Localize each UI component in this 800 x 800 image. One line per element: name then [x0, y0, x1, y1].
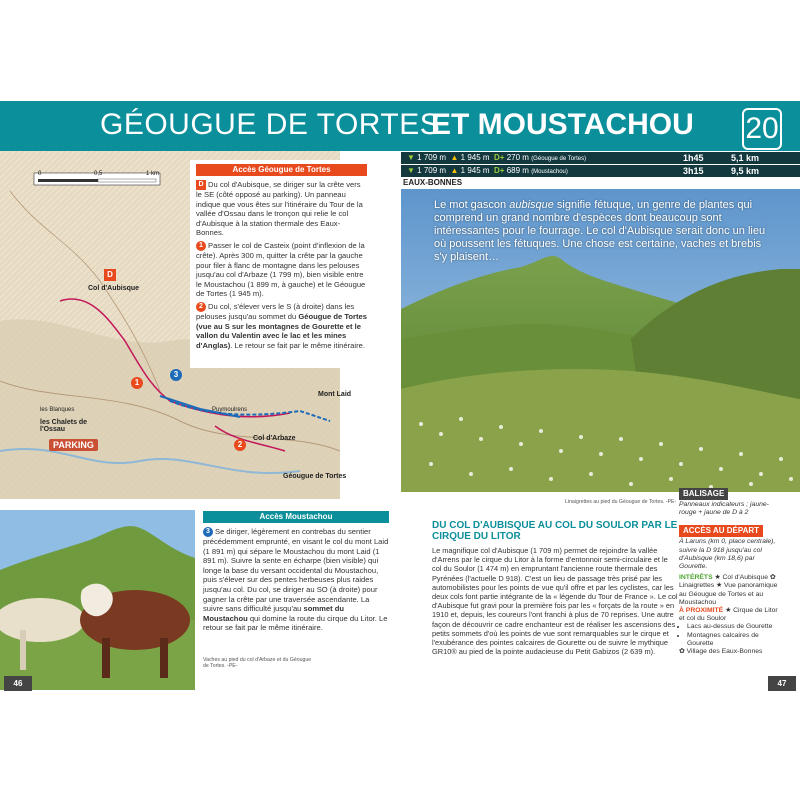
step-d-marker: D: [196, 180, 206, 190]
step-1-text: Passer le col de Casteix (point d'inflexion de la crête). Après 300 m, quitter la crête par la gauche pour filer à flanc de montagne dans les pelouses jusqu'au col d'Arbaze (1 799 m), bien visible entre le Moustachou (1 899 m, à gauche) et le Géougue de Tortes (1 945 m).: [196, 240, 366, 299]
stat-row-geougue-data: [407, 152, 586, 165]
stat-alt-high: 1 945 m: [460, 153, 490, 162]
star-icon: ★: [725, 607, 732, 615]
stat-alt-high: 1 945 m: [460, 166, 490, 175]
stat-note: (Moustachou): [531, 169, 568, 175]
step-3-end: qui domine la route du cirque du Litor. Le retour se fait par le même itinéraire.: [203, 613, 388, 633]
step-2-text: Du col, s'élever vers le S (à droite) dans les pelouses jusqu'au sommet du: [196, 301, 355, 321]
page-title-left: GÉOUGUE DE TORTES: [100, 108, 441, 141]
proximite-item: • Lacs au-dessus de Gourette: [687, 623, 781, 631]
location-label: EAUX-BONNES: [403, 178, 463, 187]
map-label-col-aubisque: Col d'Aubisque: [88, 285, 140, 292]
stat-alt-low: 1 709 m: [417, 153, 447, 162]
map-step-2: 2: [234, 439, 246, 451]
main-photo-caption: Linaigrettes au pied du Géougue de Tortes. -PE-: [565, 499, 677, 505]
page-number-left: 46: [4, 676, 32, 691]
step-2-marker: 2: [196, 302, 206, 312]
step-1: [196, 241, 367, 299]
stat-row-moustachou-data: [407, 165, 568, 178]
lead-paragraph: [434, 199, 774, 264]
flower-icon: ✿: [679, 648, 685, 656]
step-2-bold: Géougue de Tortes (vue au S sur les montagnes de Gourette et le vallon du Valentin avec le lac et les mines d'Anglas): [196, 311, 367, 350]
balisage-text-italic: Panneaux indicateurs ; jaune-rouge + jaune de D à 2: [679, 501, 769, 517]
interets-block: [679, 574, 781, 607]
star-icon: ★: [716, 582, 723, 590]
interets-text1: Col d'Aubisque: [722, 574, 769, 582]
map-label-mont-laid: Mont Laid: [318, 391, 352, 398]
step-2-end: . Le retour se fait par le même itinéraire.: [230, 340, 365, 350]
stat-time: 1h45: [683, 153, 704, 163]
map-step-1: 1: [131, 377, 143, 389]
map-step-3: 3: [170, 369, 182, 381]
stat-dplus: 270 m: [506, 153, 529, 162]
map-scale-mid: 0,5: [94, 171, 103, 177]
acces-moustachou-header: Accès Moustachou: [203, 511, 389, 523]
interets-text3: Vue panoramique au Géougue de Tortes et au Moustachou: [679, 582, 778, 606]
map-label-chalets: les Chalets de l'Ossau: [40, 419, 88, 433]
step-3-marker: 3: [203, 527, 213, 537]
route-stats: [401, 152, 800, 176]
stat-dplus-label: D+: [494, 166, 505, 175]
route-number: 20: [742, 108, 782, 150]
stat-row-geougue: [401, 152, 800, 164]
map-label-col-arbaze: Col d'Arbaze: [253, 435, 296, 442]
step-2: [196, 302, 367, 350]
balisage-text: [679, 501, 781, 517]
ascent-icon: ▲: [450, 166, 459, 175]
cows-image: [0, 510, 195, 690]
proximite-end: Village des Eaux-Bonnes: [686, 648, 763, 656]
acces-geougue-box: [190, 160, 373, 368]
step-3-bold: sommet du Moustachou: [203, 604, 345, 623]
proximite-label: À PROXIMITÉ: [679, 607, 724, 615]
ascent-icon: ▲: [450, 153, 459, 162]
interets-label: INTÉRÊTS: [679, 574, 713, 582]
map-scale-label: 1 km: [146, 171, 160, 177]
lead-part2: signifie fétuque, un genre de plantes qui comprend un grand nombre d'espèces dont beaucoup sont intéressantes pour le fourrage. Le col d'Aubisque serait donc un lieu où poussent les fétuques. Une chose est certaine, vaches et brebis s'y plaisent…: [434, 199, 766, 263]
proximite-item: • Montagnes calcaires de Gourette: [687, 632, 781, 648]
proximite-text1: Cirque de Litor et col du Soulor: [679, 607, 778, 623]
acces-geougue-header: Accès Géougue de Tortes: [196, 164, 367, 176]
stat-dplus: 689 m: [506, 166, 529, 175]
stat-note: (Géougue de Tortes): [531, 156, 587, 162]
map-label-geougue: Géougue de Tortes: [283, 473, 347, 480]
cows-caption: Vaches au pied du col d'Arbaze et du Géougue de Tortes. -PE-: [203, 657, 312, 669]
acces-depart-text-italic: À Laruns (km 0, place centrale), suivre la D 918 jusqu'au col d'Aubisque (km 18,6) par Gourette.: [679, 538, 776, 571]
descent-icon: ▼: [407, 153, 415, 162]
step-d: [196, 180, 367, 238]
flower-icon: ✿: [769, 574, 776, 582]
lead-italic: aubisque: [509, 199, 554, 211]
page-title-right: ET MOUSTACHOU: [431, 108, 694, 141]
proximite-block: [679, 607, 781, 623]
cows-photo: [0, 510, 195, 690]
step-d-text: Du col d'Aubisque, se diriger sur la crête vers le SE (côté opposé au parking). Un panneau indique que vous êtes sur l'itinéraire du Tour de la vallée d'Ossau dans le tronçon qui relie le col d'Aubisque à la station thermale des Eaux-Bonnes.: [196, 180, 363, 238]
stat-alt-low: 1 709 m: [417, 166, 447, 175]
page-number-right: 47: [768, 676, 796, 691]
map-label-blanques: les Blanques: [40, 407, 75, 413]
acces-depart-label: ACCÈS AU DÉPART: [679, 525, 763, 537]
descent-icon: ▼: [407, 166, 415, 175]
map-label-puymoulrens: Puymoulrens: [212, 407, 248, 413]
lead-part1: Le mot gascon: [434, 199, 510, 211]
map-scale-zero: 0: [38, 171, 42, 177]
map-parking-label: PARKING: [49, 439, 98, 451]
star-icon: ★: [714, 574, 721, 582]
proximite-end-block: [679, 648, 781, 656]
stat-dist: 5,1 km: [731, 153, 760, 163]
acces-depart-text: [679, 538, 781, 571]
section-title: DU COL D'AUBISQUE AU COL DU SOULOR PAR LE CIRQUE DU LITOR: [432, 520, 678, 542]
stat-dplus-label: D+: [494, 153, 505, 162]
stat-row-moustachou: [401, 165, 800, 177]
balisage-label: BALISAGE: [679, 488, 728, 500]
stat-time: 3h15: [683, 166, 704, 176]
step-3-text: Se diriger, légèrement en contrebas du sentier précédemment emprunté, en visant le col du mont Laid (1 891 m) qui sépare le Moustachou du mont Laid (1 891 m). Suivre la sente en écharpe (bien visible) qui longe la base du versant occidental du Moustachou, puis s'élever sur des pentes herbeuses plus raides jusqu'au col. Du col, se diriger au SO (à droite) pour gagner la crête par une traversée ascendante. La suivre sans difficulté jusqu'au: [203, 527, 389, 614]
stat-dist: 9,5 km: [731, 166, 760, 176]
interets-text2: Linaigrettes: [679, 582, 715, 590]
map-start-marker: D: [104, 269, 116, 281]
acces-moustachou-box: [203, 511, 389, 633]
step-3: [203, 527, 389, 633]
sidebar-info: [679, 483, 781, 656]
step-1-marker: 1: [196, 241, 206, 251]
section-body: Le magnifique col d'Aubisque (1 709 m) permet de rejoindre la vallée d'Arrens par le cirque du Litor à la forme d'entonnoir semi-circulaire et le col du Soulor (1 474 m) en empruntant l'ancienne route thermale des Pyrénées (l'actuelle D 918). C'est un lieu de passage très prisé par les automobilistes pour les points de vue qu'il offre et par les cyclistes, car les deux cols font partie intégrante de la « légende du Tour de France ». Le col d'Aubisque fut gravi pour la première fois par les « forçats de la route » en 1910 et, depuis, les coureurs l'ont franchi à plus de 70 reprises. Une autre façon de découvrir ce cadre enchanteur est de réaliser les ascensions des petits sommets d'où les points de vue sont remarquables sur le cirque et l'exubérance des pointes calcaires de Gourette ou de suivre le mythique GR10® au pied de la pointe audacieuse du Petit Gabizos (2 639 m).: [432, 546, 678, 657]
proximite-list: [679, 623, 781, 648]
